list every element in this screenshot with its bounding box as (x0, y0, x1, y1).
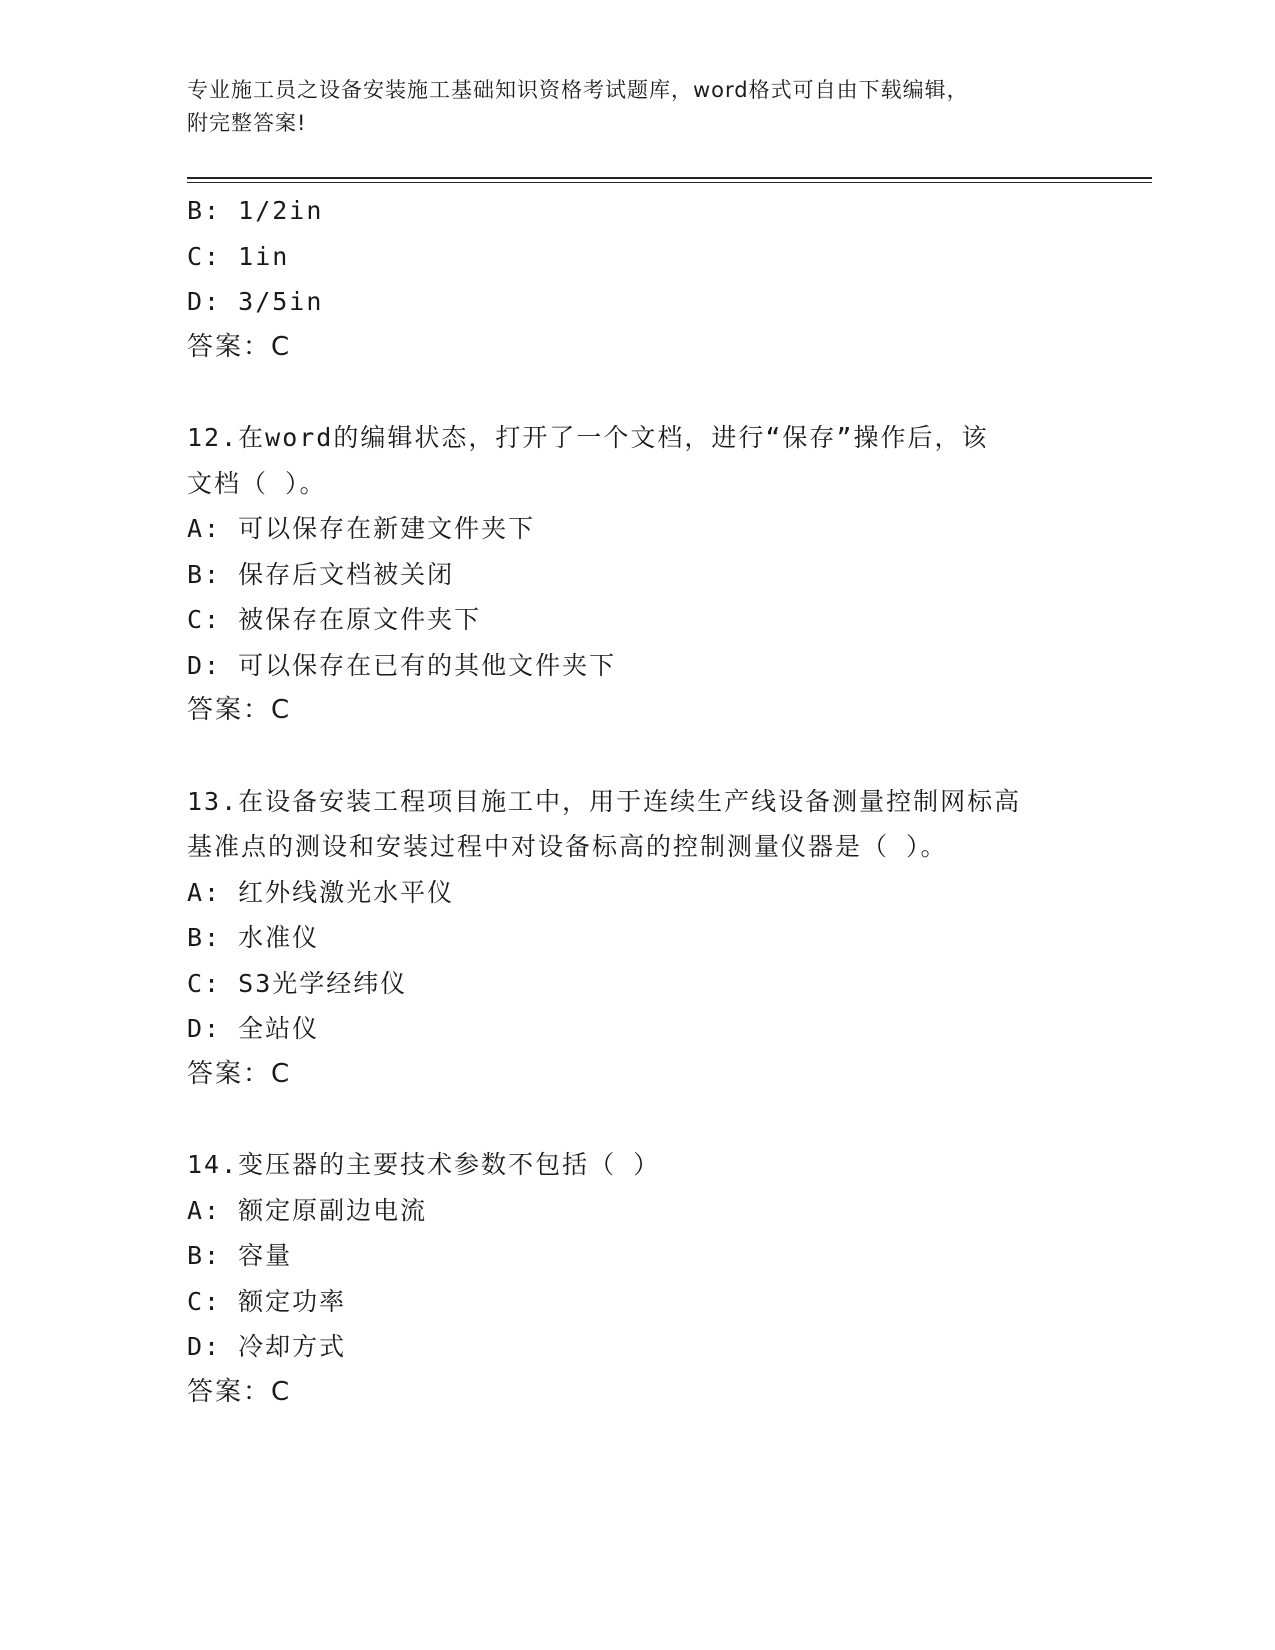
question-stem: 基准点的测设和安装过程中对设备标高的控制测量仪器是（ ）。 (187, 832, 948, 861)
spacer (187, 1097, 1087, 1142)
option-d: D: 全站仪 (187, 1014, 320, 1043)
option-d: D: 3/5in (187, 287, 324, 316)
question-11 (187, 188, 1087, 370)
question-stem: 文档（ ）。 (187, 468, 327, 498)
question-stem: 13.在设备安装工程项目施工中，用于连续生产线设备测量控制网标高 (187, 786, 1022, 816)
question-13 (187, 779, 1087, 1098)
question-stem: 14.变压器的主要技术参数不包括（ ） (187, 1150, 661, 1179)
spacer (187, 370, 1087, 415)
header-line-2: 附完整答案! (187, 111, 307, 135)
answer: 答案：C (187, 331, 292, 362)
option-c: C: 额定功率 (187, 1286, 347, 1316)
option-b: B: 1/2in (187, 196, 324, 225)
header-line-1: 专业施工员之设备安装施工基础知识资格考试题库，word格式可自由下载编辑， (187, 78, 969, 102)
question-14 (187, 1142, 1087, 1415)
question-list (187, 188, 1087, 1415)
header-rule-thick (187, 177, 1152, 179)
answer: 答案：C (187, 1058, 292, 1089)
option-c: C: 1in (187, 241, 290, 271)
question-12 (187, 415, 1087, 734)
question-stem: 12.在word的编辑状态，打开了一个文档，进行“保存”操作后，该 (187, 423, 989, 452)
spacer (187, 734, 1087, 779)
option-a: A: 额定原副边电流 (187, 1195, 428, 1225)
option-b: B: 容量 (187, 1241, 293, 1270)
option-a: A: 红外线激光水平仪 (187, 877, 455, 907)
header-rule-thin (187, 182, 1152, 183)
option-b: B: 水准仪 (187, 923, 320, 952)
option-c: C: 被保存在原文件夹下 (187, 605, 482, 634)
option-a: A: 可以保存在新建文件夹下 (187, 514, 536, 543)
document-header (187, 74, 1067, 140)
option-d: D: 可以保存在已有的其他文件夹下 (187, 650, 617, 680)
option-c: C: S3光学经纬仪 (187, 968, 408, 998)
answer: 答案：C (187, 1376, 292, 1407)
option-b: B: 保存后文档被关闭 (187, 559, 455, 589)
answer: 答案：C (187, 695, 292, 725)
option-d: D: 冷却方式 (187, 1332, 347, 1361)
